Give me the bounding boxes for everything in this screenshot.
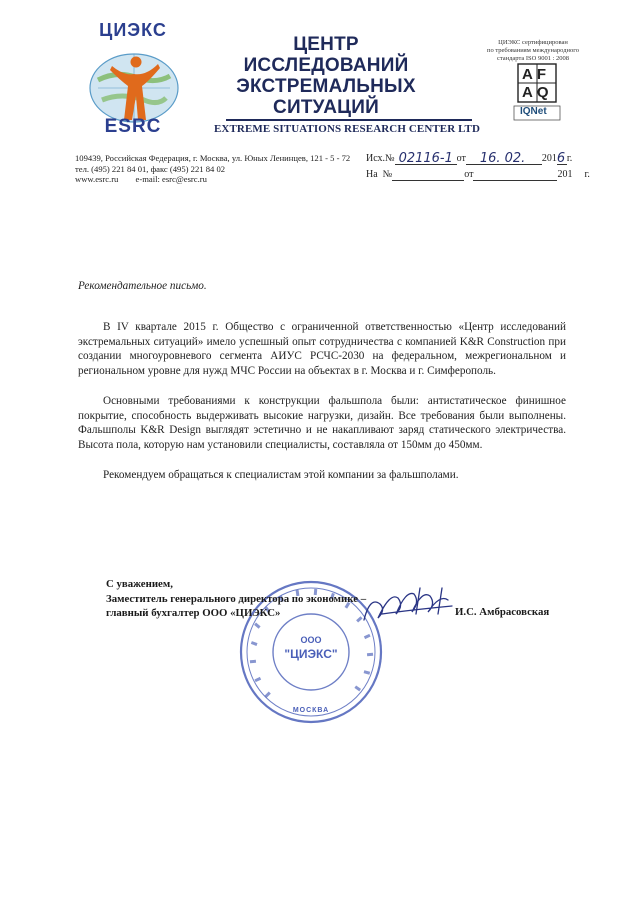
- out-from: от: [456, 153, 466, 164]
- in-date-line: [473, 169, 557, 181]
- incoming-number-row: [366, 168, 590, 184]
- out-date-line: [466, 153, 542, 165]
- letter-subject: Рекомендательное письмо.: [78, 280, 207, 292]
- handwritten-signature: [360, 584, 460, 628]
- letter-paragraph-1: [78, 320, 566, 378]
- cert-logo-top: AF: [522, 66, 550, 83]
- company-address: [75, 153, 350, 185]
- in-prefix: На №: [366, 169, 393, 180]
- company-title: [226, 34, 426, 118]
- out-year-handwritten: 6: [556, 151, 566, 166]
- cert-line: стандарта ISO 9001 : 2008: [496, 55, 570, 62]
- cert-logo-bottom: AQ: [522, 84, 553, 101]
- letter-paragraph-2: [78, 394, 566, 452]
- title-line: ЦЕНТР: [293, 34, 359, 55]
- paragraph-text: В IV квартале 2015 г. Общество с ограниченной ответственностью «Центр исследований экстремальных ситуаций» имело успешный опыт сотрудничества с компанией K&R Construction при создании многоуровневого сегмента АИУС РСЧС-2030 на федеральном, межрегиональном и региональном уровне для нужд МЧС России на объектах в г. Москва и г. Симферополь.: [78, 321, 566, 377]
- afaq-iqnet-certification-logo: [508, 62, 568, 124]
- address-line: тел. (495) 221 84 01, факс (495) 221 84 02: [75, 163, 226, 174]
- closing-line: Заместитель генерального директора по экономике –: [106, 592, 367, 605]
- signer-name: И.С. Амбрасовская: [455, 606, 550, 618]
- out-date-handwritten: 16. 02.: [479, 151, 526, 166]
- cert-line: ЦИЭКС сертифицирован: [498, 39, 568, 46]
- company-logo: [58, 20, 208, 140]
- out-prefix: Исх.№: [366, 153, 395, 164]
- out-year-line: [557, 153, 567, 165]
- cert-logo-brand: IQNet: [520, 106, 547, 117]
- logo-name-ru: ЦИЭКС: [99, 20, 167, 40]
- out-number-handwritten: 02116-1: [398, 151, 453, 166]
- address-line: www.esrc.ru e-mail: esrc@esrc.ru: [75, 174, 207, 184]
- in-from: от: [464, 169, 474, 180]
- in-number-line: [392, 169, 464, 181]
- registration-block: [366, 152, 590, 184]
- address-line: 109439, Российская Федерация, г. Москва, ул. Юных Ленинцев, 121 - 5 - 72: [75, 153, 351, 163]
- outgoing-number-row: [366, 152, 590, 168]
- paragraph-text: Рекомендуем обращаться к специалистам этой компании за фальшполами.: [103, 469, 459, 481]
- stamp-center-top: ООО: [300, 635, 322, 645]
- closing-block: [106, 577, 366, 621]
- in-suffix: г.: [584, 169, 590, 180]
- out-suffix: г.: [566, 153, 573, 164]
- certification-note: [478, 39, 588, 63]
- stamp-city: МОСКВА: [292, 707, 330, 714]
- title-line: ЭКСТРЕМАЛЬНЫХ: [236, 76, 416, 97]
- paragraph-text: Основными требованиями к конструкции фальшпола были: антистатическое финишное покрытие, способность выдерживать высокие нагрузки, дизайн. Все требования были выполнены. Фальшполы K&R Design выглядят эстетично и не накапливают заряд статического электричества. Высота пола, которую нам установили специалисты, составляла от 150мм до 450мм.: [78, 395, 566, 451]
- cert-line: по требованиям международного: [486, 47, 580, 54]
- in-year: 201: [557, 169, 573, 180]
- stamp-center-name: "ЦИЭКС": [284, 647, 338, 661]
- closing-line: главный бухгалтер ООО «ЦИЭКС»: [106, 607, 281, 619]
- out-year-prefix: 201: [541, 153, 557, 164]
- title-line: СИТУАЦИЙ: [273, 97, 379, 118]
- title-line: ИССЛЕДОВАНИЙ: [243, 55, 409, 76]
- out-number-line: [395, 153, 457, 165]
- header-divider: [226, 119, 472, 121]
- letter-paragraph-3: [78, 468, 566, 483]
- company-subtitle-en: EXTREME SITUATIONS RESEARCH CENTER LTD: [214, 123, 481, 135]
- closing-line: С уважением,: [106, 578, 173, 590]
- logo-name-en: ESRC: [104, 116, 162, 137]
